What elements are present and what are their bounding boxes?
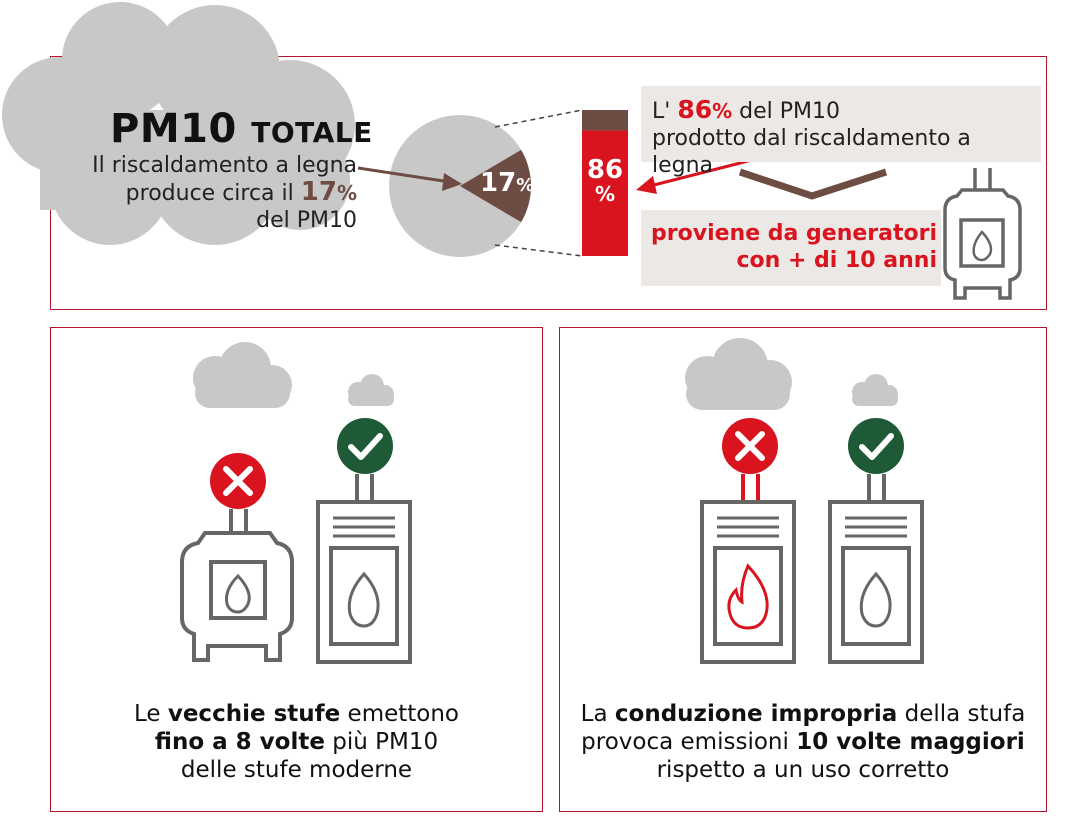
stove-improper-icon [702, 474, 794, 662]
bar-segment-other [582, 110, 628, 130]
title-main: PM10 [110, 106, 237, 152]
info-top-text [652, 96, 1037, 179]
modern-stove-icon [318, 474, 410, 662]
red-x-icon [210, 453, 266, 509]
info-top-line-2: prodotto dal riscaldamento a legna [652, 126, 971, 178]
old-stove-icon [945, 168, 1020, 298]
intro-line-1: Il riscaldamento a legna [92, 153, 357, 178]
bar-label: 86 % [586, 155, 624, 206]
page-title [110, 106, 373, 152]
intro-line-3: del PM10 [256, 208, 357, 233]
info-top-line-1: L' 86% del PM10 [652, 95, 841, 124]
caption-left: Le vecchie stufe emettono fino a 8 volte più PM10 delle stufe moderne [133, 701, 460, 783]
cloud-large-icon-right [685, 338, 792, 410]
old-stove-large-icon [182, 509, 292, 660]
info-bottom-text: proviene da generatori con + di 10 anni [651, 221, 937, 273]
cloud-small-icon [348, 374, 394, 406]
pie-label: 17% [480, 168, 535, 198]
green-check-icon-right [848, 418, 904, 474]
intro-pct-sign: % [336, 181, 357, 205]
intro-pct: 17 [300, 177, 337, 207]
caption-right: La conduzione impropria della stufa provoca emissioni 10 volte maggiori rispetto a un uso corretto [580, 701, 1026, 783]
cloud-small-icon-right [852, 374, 898, 406]
cloud-large-icon [193, 342, 292, 408]
intro-line-2: produce circa il 17% [125, 177, 357, 207]
stove-proper-icon [830, 474, 922, 662]
red-x-icon-right [722, 418, 778, 474]
title-sub: TOTALE [251, 116, 373, 149]
green-check-icon [337, 418, 393, 474]
intro-text [60, 152, 357, 234]
